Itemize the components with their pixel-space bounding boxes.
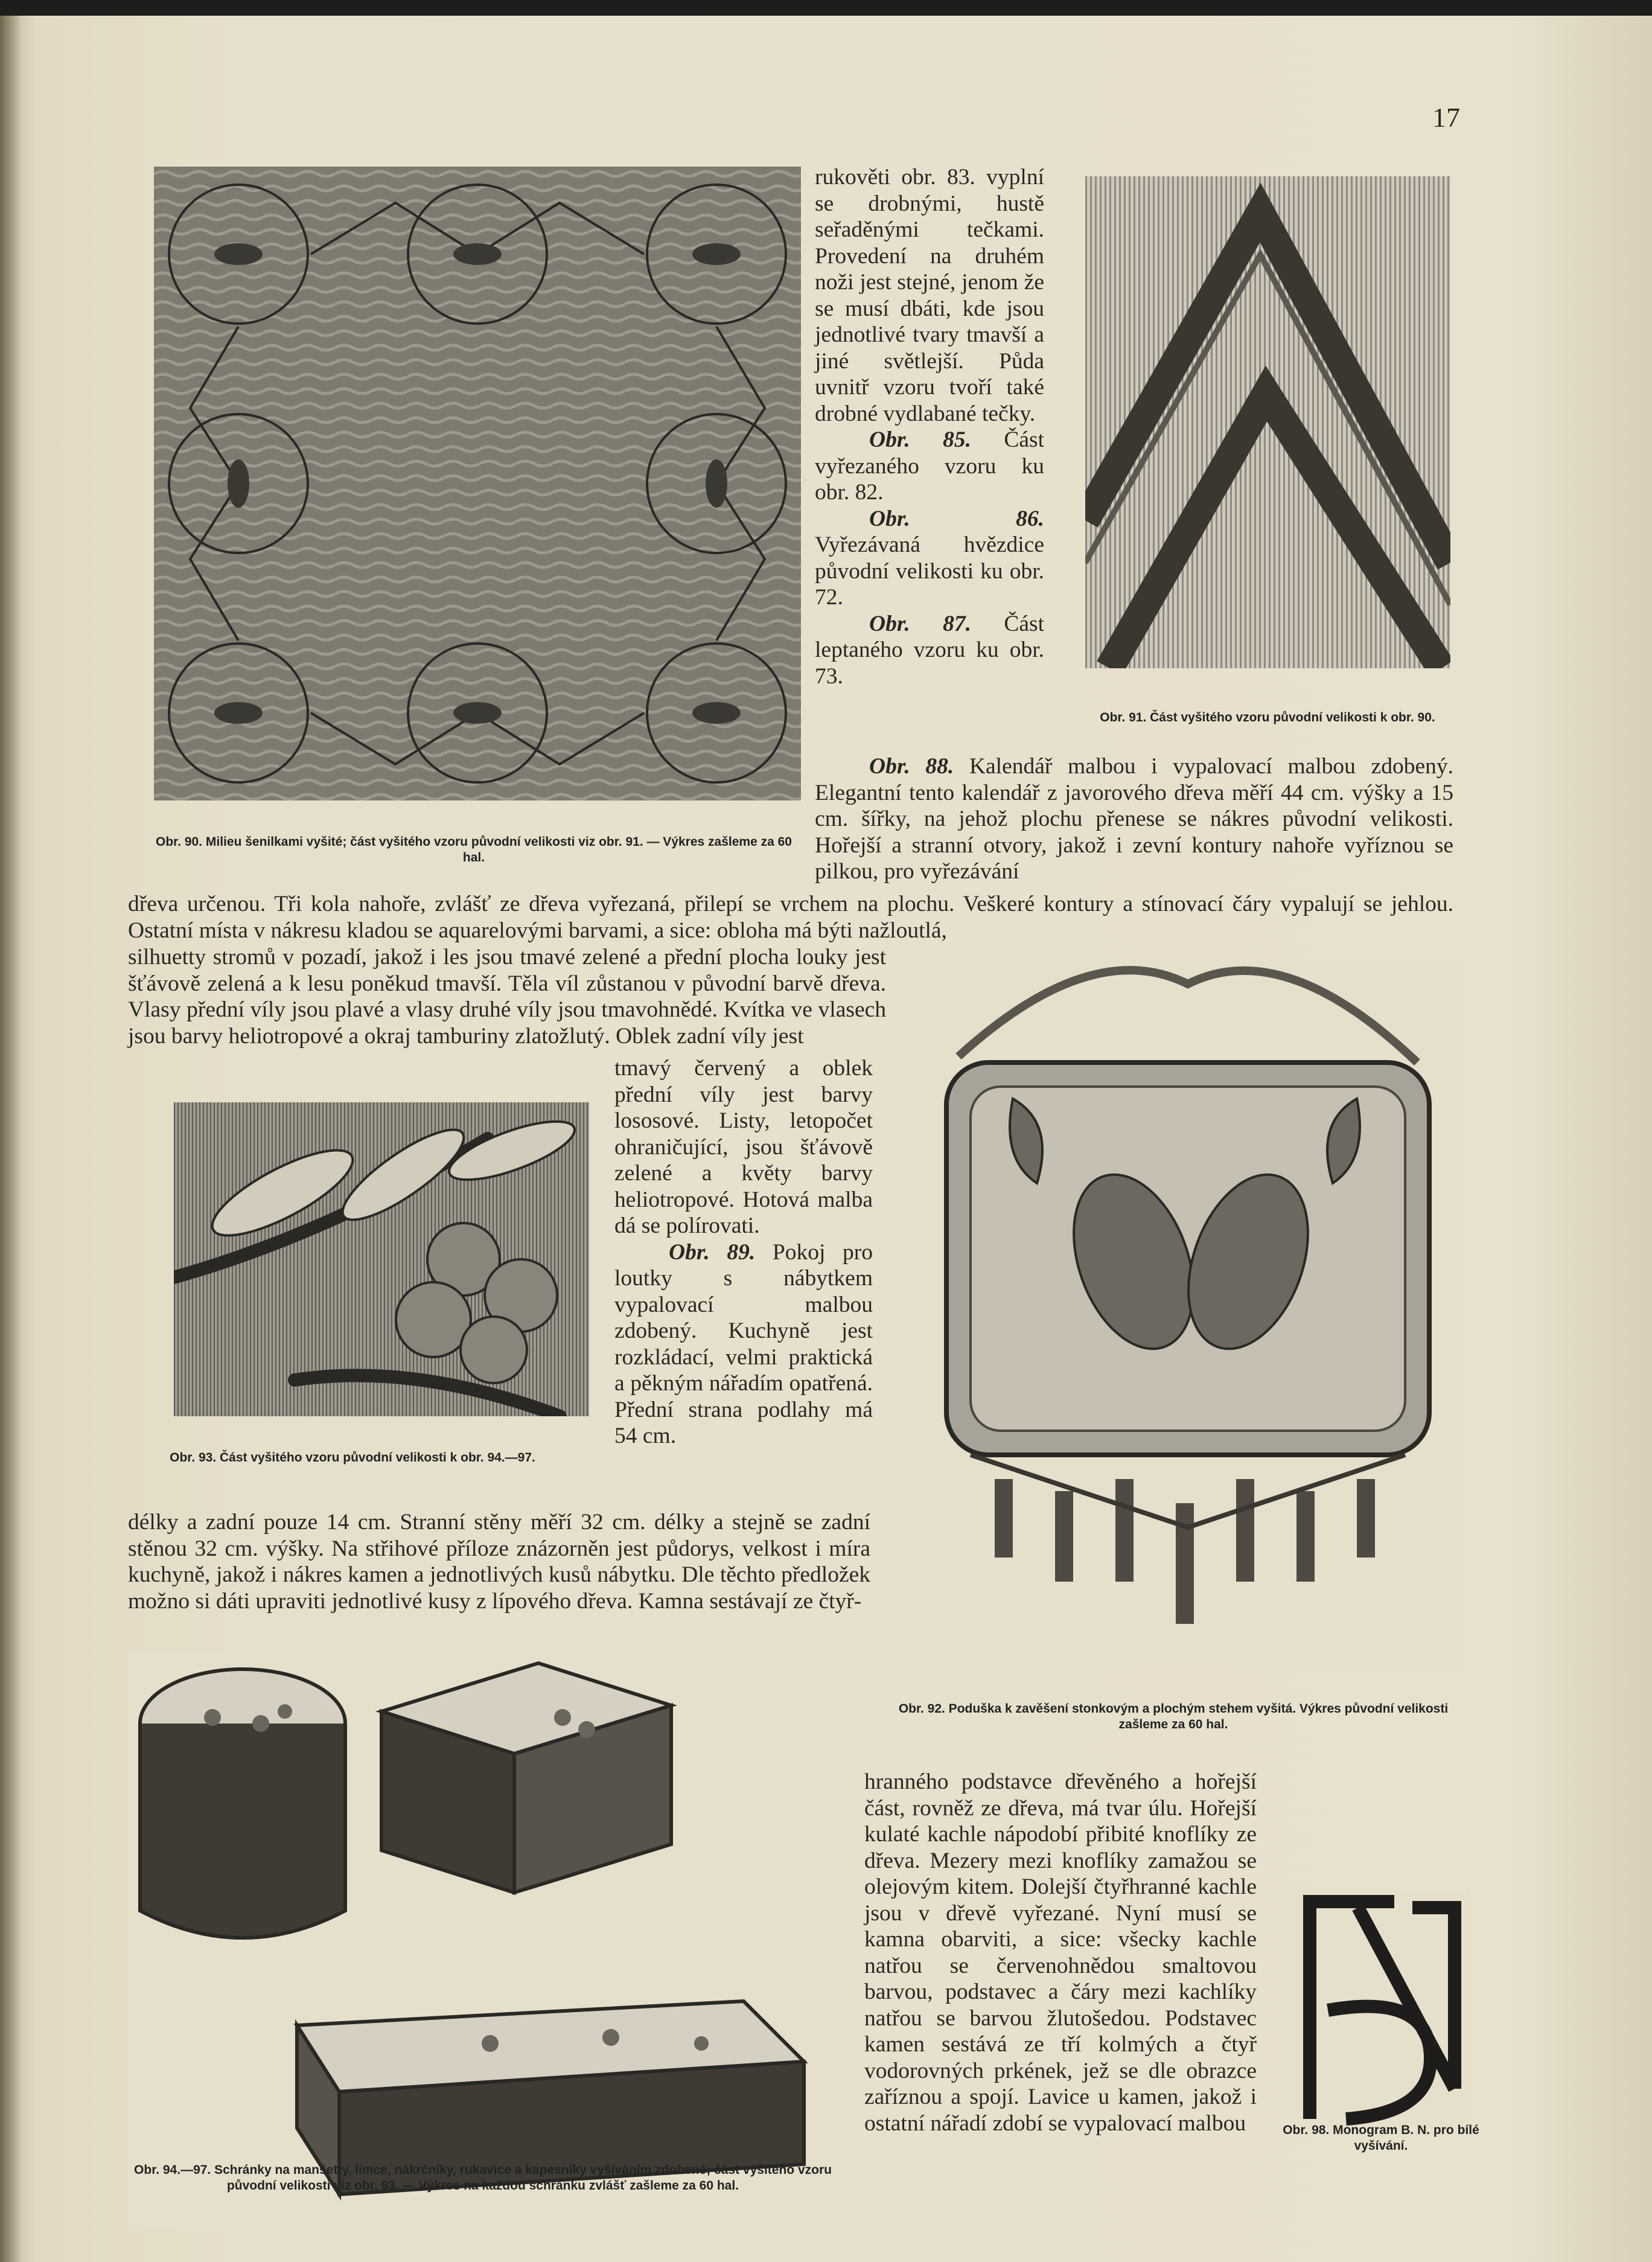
caption-fig94-97: Obr. 94.—97. Schránky na manšetty, límce, nákrčníky, rukavice a kapesníky vyšíváním zdobené; část vyšitého vzoru původní velikosti viz obr. 93. — Výkres na každou schránku zvlášť zašleme za 60 hal.	[134, 2163, 832, 2193]
text-paragraph-89b: délky a zadní pouze 14 cm. Stranní stěny měří 32 cm. délky a stejně se zadní stěnou 32 cm. výšky. Na střihové příloze znázorněn jest půdorys, velkost i míra kuchyně, jakož i nákres kamen a jednotlivých kusů nábytku. Dle těchto předložek možno si dáti upraviti jednotlivé kusy z lípového dřeva. Kamna sestávají ze čtyř-	[128, 1510, 870, 1614]
text-paragraph-89c: hranného podstavce dřevěného a hořejší část, rovněž ze dřeva, má tvar úlu. Hořejší kulaté kachle nápodobí přibité knoflíky ze dřeva. Mezery mezi knoflíky zamažou se olejovým kitem. Dolejší čtyřhranné kachle jsou v dřevě vyřezané. Nyní musí se kamna obarviti, a sice: všecky kachle natřou se červenohnědou smaltovou barvou, podstavec a čáry mezi kachlíky natřou se barvou žlutošedou. Podstavec kamen sestává ze tří kolmých a čtyř vodorovných prkének, jež se dle obrazce zaříznou a spojí. Lavice u kamen, jakož i ostatní nářadí zdobí se vypalovací malbou	[864, 1769, 1257, 2136]
figure-92-pillow	[910, 960, 1462, 1666]
page-number: 17	[1432, 102, 1460, 133]
label-obr87: Obr. 87.	[869, 611, 971, 636]
figure-90-milieu	[154, 167, 801, 800]
figure-91-detail	[1085, 176, 1450, 668]
label-obr88: Obr. 88.	[869, 754, 954, 779]
paragraph-knife: rukověti obr. 83. vyplní se drobnými, hustě seřaděnými tečkami. Provedení na druhém noži jest stejné, jenom že se musí dbáti, kde jsou jednotlivé tvary tmavší a jiné světlejší. Půda uvnitř vzoru tvoří také drobné vydlabané tečky.	[815, 165, 1044, 426]
text-para88a: Kalendář malbou i vypalovací malbou zdobený. Elegantní tento kalendář z javorového dřeva měří 44 cm. výšky a 15 cm. šířky, na jehož plochu přenese se nákres původní velikosti. Hořejší a stranní otvory, jakož i zevní kontury nahoře vyříznou se pilkou, pro vyřezávání	[815, 754, 1454, 884]
top-border	[0, 0, 1652, 16]
text-obr86: Vyřezávaná hvězdice původní velikosti ku obr. 72.	[815, 532, 1044, 610]
text-para88d: tmavý červený a oblek přední víly jest barvy lososové. Listy, letopočet ohraničující, jsou šťávově zelené a květy barvy heliotropové. Hotová malba dá se polírovati.	[614, 1056, 873, 1238]
figure-98-monogram	[1292, 1890, 1470, 2128]
text-column-upper	[815, 164, 1044, 689]
text-paragraph-88d	[614, 1055, 873, 1449]
label-obr89: Obr. 89.	[669, 1239, 756, 1265]
figure-93-branch	[174, 1102, 589, 1416]
binding-spine	[0, 16, 21, 2262]
caption-fig92: Obr. 92. Poduška k zavěšení stonkovým a plochým stehem vyšitá. Výkres původní velikosti zašleme za 60 hal.	[898, 1702, 1449, 1731]
caption-fig90: Obr. 90. Milieu šenilkami vyšité; část vyšitého vzoru původní velikosti viz obr. 91. — Výkres zašleme za 60 hal.	[156, 835, 792, 864]
label-obr85: Obr. 85.	[869, 427, 971, 452]
text-paragraph-88c: silhuetty stromů v pozadí, jakož i les jsou tmavé zelené a přední plocha louky jest šťávově zelená a k lesu poněkud tmavší. Těla víl zůstanou v původní barvě dřeva. Vlasy přední víly jsou plavé a vlasy druhé víly jsou tmavohnědé. Kvítka ve vlasech jsou barvy heliotropové a okraj tamburiny zlatožlutý. Oblek zadní víly jest	[128, 945, 886, 1049]
caption-fig98: Obr. 98. Monogram B. N. pro bílé vyšívání.	[1283, 2123, 1479, 2153]
figure-94-97-boxes	[128, 1651, 852, 2231]
text-para89a: Pokoj pro loutky s nábytkem vypalovací malbou zdobený. Kuchyně jest rozkládací, velmi praktická a pěkným nářadím opatřená. Přední strana podlahy má 54 cm.	[614, 1239, 873, 1448]
text-obr85: Část vyřezaného vzoru ku obr. 82.	[815, 427, 1044, 505]
text-paragraph-88a	[815, 753, 1453, 885]
text-paragraph-88b: dřeva určenou. Tři kola nahoře, zvlášť ze dřeva vyřezaná, přilepí se vrchem na plochu. Veškeré kontury a stínovací čáry vypalují se jehlou. Ostatní místa v nákresu kladou se aquarelovými barvami, a sice: obloha má býti nažloutlá,	[128, 892, 1453, 943]
caption-fig93: Obr. 93. Část vyšitého vzoru původní velikosti k obr. 94.—97.	[170, 1451, 535, 1465]
text-obr87: Část leptaného vzoru ku obr. 73.	[815, 611, 1044, 689]
caption-fig91: Obr. 91. Část vyšitého vzoru původní velikosti k obr. 90.	[1100, 711, 1435, 724]
label-obr86: Obr. 86.	[869, 506, 1044, 531]
